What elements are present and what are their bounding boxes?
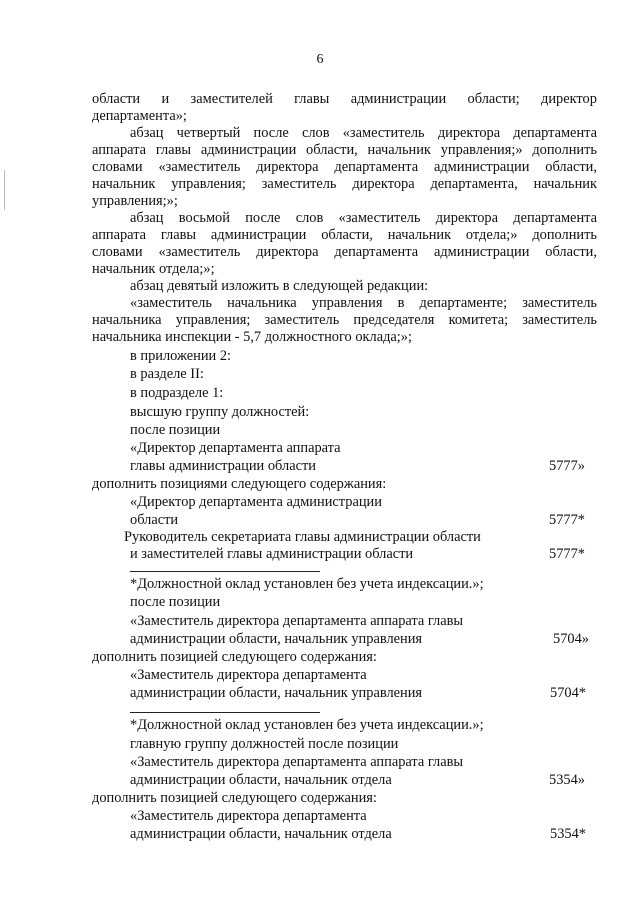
word: заместитель [522,295,597,311]
word: области; [467,91,520,107]
paragraph-line: департамента»; [92,108,187,124]
word: четвертый [176,125,241,141]
position-text: «Заместитель директора департамента аппарата главы [130,613,464,629]
salary-value: 5777* [549,546,585,562]
word: области [92,91,141,107]
word: главы [155,142,192,158]
word: администрации [210,227,307,243]
word: аппарата [92,227,147,243]
word: управления; [171,176,246,192]
position-text: администрации области, начальник управления [130,685,423,701]
word: в [397,295,405,311]
position-text: «Директор департамента администрации [130,494,382,510]
salary-value: 5704» [553,631,589,647]
salary-value: 5354* [550,826,586,842]
word: главы [294,91,330,107]
position-text: и заместителей главы администрации области [130,546,414,562]
paragraph-line [130,125,597,142]
word: абзац [130,125,164,141]
word: главы [160,227,197,243]
word: управления [311,295,383,311]
word: абзац [130,210,164,226]
word: департамента [513,125,597,141]
footnote-text: *Должностной оклад установлен без учета индексации.»; [130,717,484,733]
word: начальник [92,176,156,192]
paragraph-line: управления;»; [92,193,178,209]
word: после [245,210,281,226]
paragraph-line [92,244,597,261]
word: словами [92,159,143,175]
word: директора [352,176,415,192]
page-number: 6 [316,52,324,67]
word: директора [256,159,319,175]
list-item: в разделе II: [130,366,204,382]
word: департамента [334,159,419,175]
word: после [253,125,289,141]
paragraph-line [130,210,597,227]
word: словами [92,244,143,260]
word: начальник [367,142,431,158]
word: администрации [350,91,447,107]
word: комитета; [448,312,509,328]
paragraph-line [92,176,597,193]
position-text: главы администрации области [130,458,316,474]
word: департамента, [430,176,518,192]
word: заместитель [522,312,597,328]
word: начальника [227,295,297,311]
paragraph-line [92,142,597,159]
footnote-rule [130,712,320,713]
paragraph-line [92,159,597,176]
position-text: администрации области, начальник отдела [130,772,392,788]
word: председателя [353,312,435,328]
word: области, [321,227,373,243]
word: заместителей [190,91,273,107]
word: и [161,91,170,107]
word: управления; [175,312,251,328]
word: «заместитель [158,244,241,260]
word: начальника [92,312,162,328]
word: слов [301,125,330,141]
word: заместитель [261,176,337,192]
salary-value: 5704* [550,685,586,701]
word: администрации [200,142,297,158]
position-text: администрации области, начальник отдела [130,826,392,842]
list-item: дополнить позицией следующего содержания: [92,790,377,806]
word: восьмой [178,210,230,226]
paragraph-line: абзац девятый изложить в следующей редакции: [130,278,429,294]
word: начальник [387,227,452,243]
footnote-rule [130,571,320,572]
position-text: «Заместитель директора департамента аппарата главы [130,754,464,770]
word: заместитель [264,312,340,328]
word: директор [541,91,597,107]
position-text: Руководитель секретариата главы администрации области [124,529,481,545]
margin-scan-mark [4,170,5,210]
word: директора [435,210,499,226]
word: дополнить [532,142,597,158]
word: директора [437,125,501,141]
word: директора [256,244,319,260]
paragraph-line [92,227,597,244]
word: департаменте; [419,295,508,311]
word: «заместитель [130,295,212,311]
paragraph-line [130,295,597,312]
list-item: дополнить позицией следующего содержания: [92,649,377,665]
position-text: области [130,512,179,528]
word: департамента [334,244,419,260]
position-text: администрации области, начальник управления [130,631,423,647]
word: управления;» [440,142,523,158]
paragraph-line: начальник отдела;»; [92,261,215,277]
list-item: дополнить позициями следующего содержания: [92,476,387,492]
word: администрации [433,244,530,260]
word: дополнить [532,227,597,243]
word: начальник [533,176,597,192]
word: отдела;» [465,227,518,243]
list-item: в подразделе 1: [130,385,224,401]
paragraph-line: начальника инспекции - 5,7 должностного оклада;»; [92,329,412,345]
position-text: «Директор департамента аппарата [130,440,341,456]
paragraph-line [92,312,597,329]
list-item: главную группу должностей после позиции [130,736,399,752]
salary-value: 5777» [549,458,585,474]
position-text: «Заместитель директора департамента [130,667,367,683]
word: области, [545,159,597,175]
salary-value: 5354» [549,772,585,788]
word: области, [545,244,597,260]
list-item: высшую группу должностей: [130,404,310,420]
list-item: после позиции [130,422,221,438]
word: слов [295,210,324,226]
word: «заместитель [338,210,421,226]
word: «заместитель [158,159,241,175]
list-item: в приложении 2: [130,348,232,364]
word: администрации [433,159,530,175]
salary-value: 5777* [549,512,585,528]
word: департамента [513,210,597,226]
word: «заместитель [342,125,425,141]
word: аппарата [92,142,147,158]
footnote-text: *Должностной оклад установлен без учета индексации.»; [130,576,484,592]
list-item: после позиции [130,594,221,610]
position-text: «Заместитель директора департамента [130,808,367,824]
word: области, [306,142,358,158]
paragraph-line [92,91,597,108]
